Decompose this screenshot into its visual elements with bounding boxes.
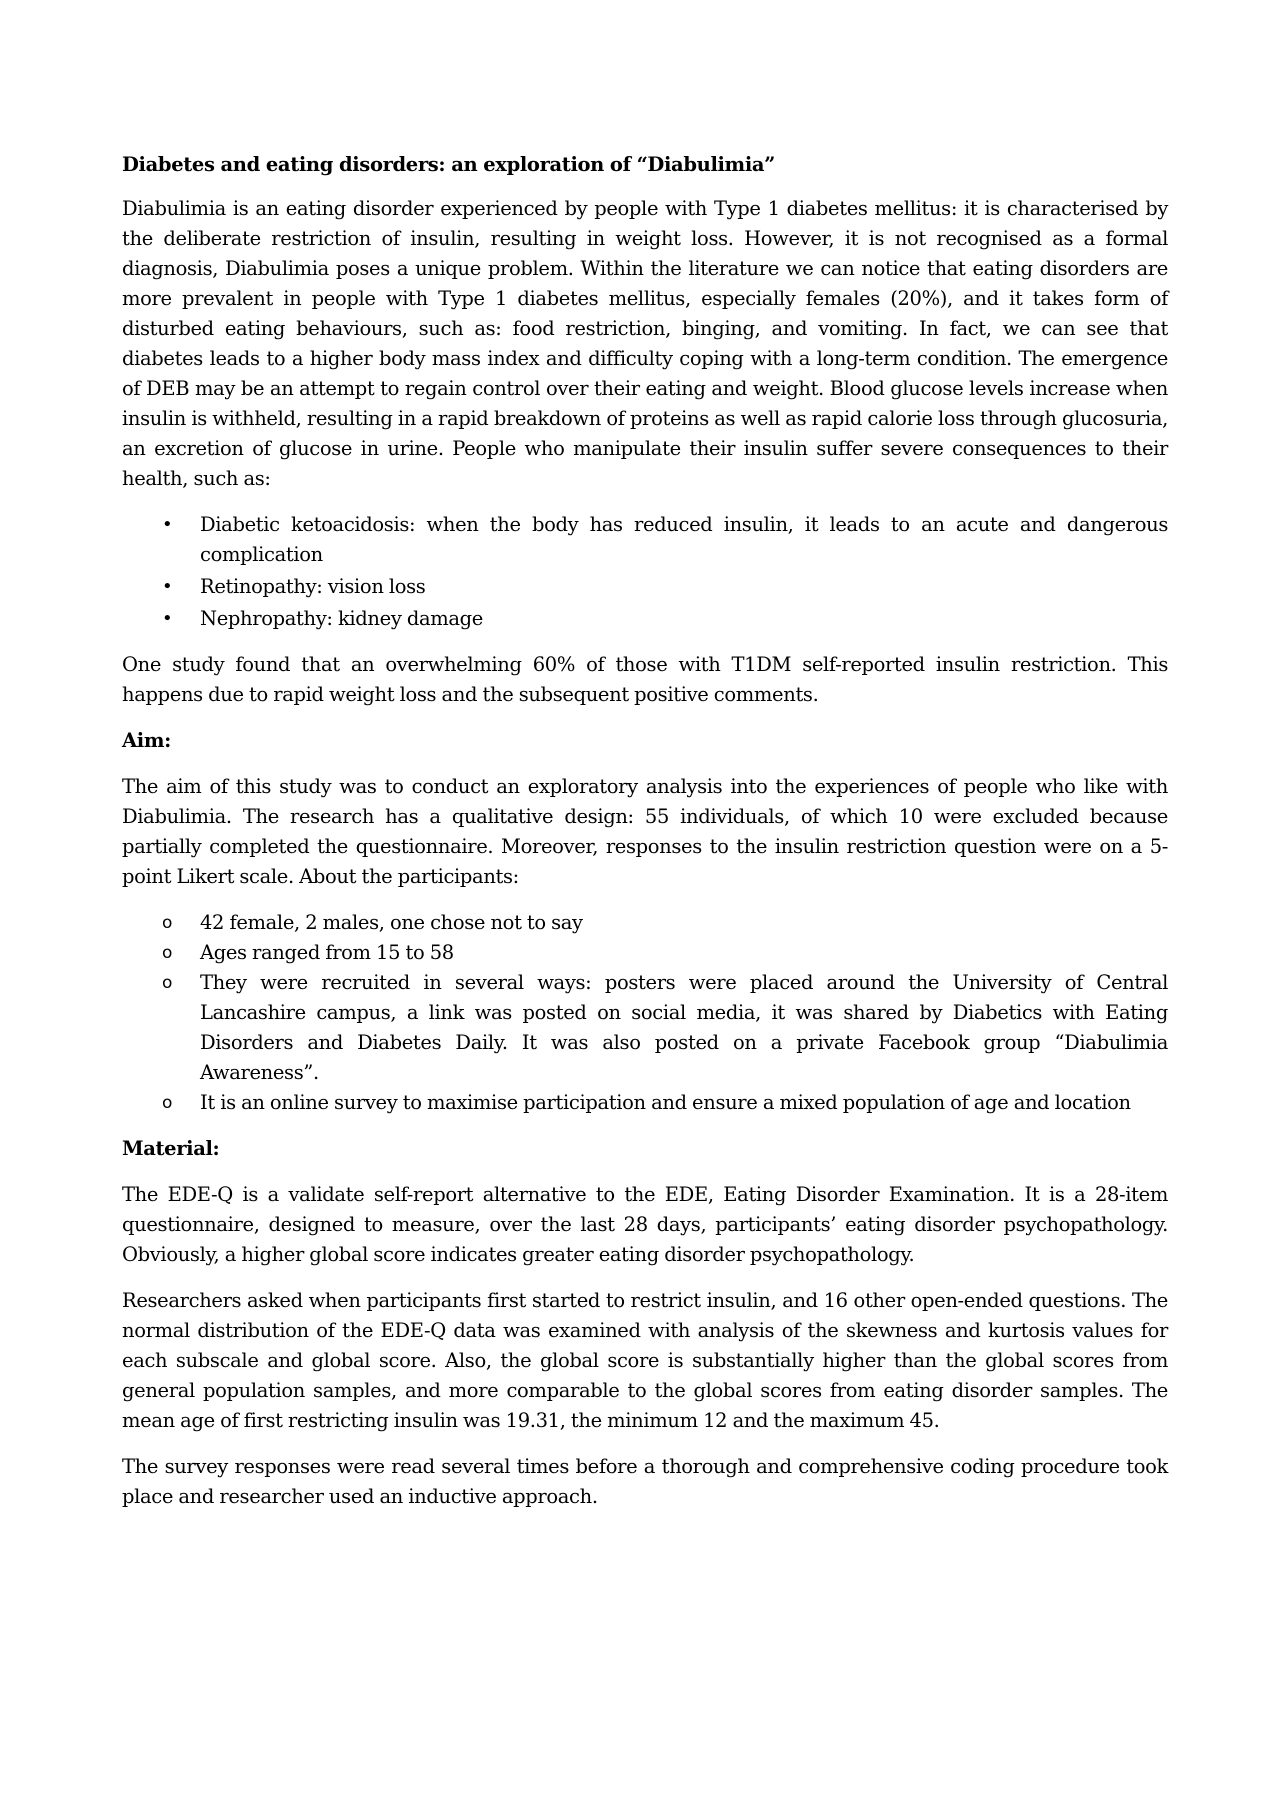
list-item-text: They were recruited in several ways: posters were placed around the University of Central Lancashire campus, a link was posted on social media, it was shared by Diabetics with Eating Disorders and Diabetes Daily. It was also posted on a private Facebook group “Diabulimia Awareness”. — [200, 971, 1168, 1084]
circle-bullet-icon: o — [162, 943, 173, 963]
bullet-icon: • — [162, 576, 173, 597]
material-paragraph-2: Researchers asked when participants first started to restrict insulin, and 16 other open-ended questions. The normal distribution of the EDE-Q data was examined with analysis of the skewness and kurtosis values for each subscale and global score. Also, the global score is substantially higher than the global scores from general population samples, and more comparable to the global scores from eating disorder samples. The mean age of first restricting insulin was 19.31, the minimum 12 and the maximum 45. — [122, 1289, 1168, 1432]
material-paragraph-3: The survey responses were read several times before a thorough and comprehensive coding procedure took place and researcher used an inductive approach. — [122, 1455, 1168, 1508]
list-item — [122, 572, 1168, 602]
participants-list — [122, 908, 1168, 1118]
list-item — [122, 908, 1168, 938]
list-item — [122, 510, 1168, 570]
document-title: Diabetes and eating disorders: an exploration of “Diabulimia” — [122, 153, 776, 176]
material-heading: Material: — [122, 1137, 220, 1160]
list-item-text: It is an online survey to maximise participation and ensure a mixed population of age and location — [200, 1091, 1131, 1114]
list-item-text: Diabetic ketoacidosis: when the body has reduced insulin, it leads to an acute and dangerous complication — [200, 513, 1168, 566]
consequences-list — [122, 510, 1168, 634]
circle-bullet-icon: o — [162, 973, 173, 993]
intro-paragraph: Diabulimia is an eating disorder experienced by people with Type 1 diabetes mellitus: it is characterised by the deliberate restriction of insulin, resulting in weight loss. However, it is not recognised as a formal diagnosis, Diabulimia poses a unique problem. Within the literature we can notice that eating disorders are more prevalent in people with Type 1 diabetes mellitus, especially females (20%), and it takes form of disturbed eating behaviours, such as: food restriction, binging, and vomiting. In fact, we can see that diabetes leads to a higher body mass index and difficulty coping with a long-term condition. The emergence of DEB may be an attempt to regain control over their eating and weight. Blood glucose levels increase when insulin is withheld, resulting in a rapid breakdown of proteins as well as rapid calorie loss through glucosuria, an excretion of glucose in urine. People who manipulate their insulin suffer severe consequences to their health, such as: — [122, 197, 1168, 490]
list-item-text: Retinopathy: vision loss — [200, 575, 426, 598]
bullet-icon: • — [162, 514, 173, 535]
material-paragraph-1: The EDE-Q is a validate self-report alternative to the EDE, Eating Disorder Examination. It is a 28-item questionnaire, designed to measure, over the last 28 days, participants’ eating disorder psychopathology. Obviously, a higher global score indicates greater eating disorder psychopathology. — [122, 1183, 1168, 1266]
list-item-text: 42 female, 2 males, one chose not to say — [200, 911, 583, 934]
list-item — [122, 1088, 1168, 1118]
bullet-icon: • — [162, 608, 173, 629]
list-item — [122, 968, 1168, 1088]
list-item-text: Nephropathy: kidney damage — [200, 607, 483, 630]
aim-heading: Aim: — [122, 729, 171, 752]
list-item — [122, 938, 1168, 968]
circle-bullet-icon: o — [162, 913, 173, 933]
study-note-paragraph: One study found that an overwhelming 60% of those with T1DM self-reported insulin restriction. This happens due to rapid weight loss and the subsequent positive comments. — [122, 653, 1168, 706]
document-page — [122, 150, 1168, 1528]
list-item — [122, 604, 1168, 634]
aim-paragraph: The aim of this study was to conduct an exploratory analysis into the experiences of people who like with Diabulimia. The research has a qualitative design: 55 individuals, of which 10 were excluded because partially completed the questionnaire. Moreover, responses to the insulin restriction question were on a 5-point Likert scale. About the participants: — [122, 775, 1168, 888]
circle-bullet-icon: o — [162, 1093, 173, 1113]
list-item-text: Ages ranged from 15 to 58 — [200, 941, 454, 964]
